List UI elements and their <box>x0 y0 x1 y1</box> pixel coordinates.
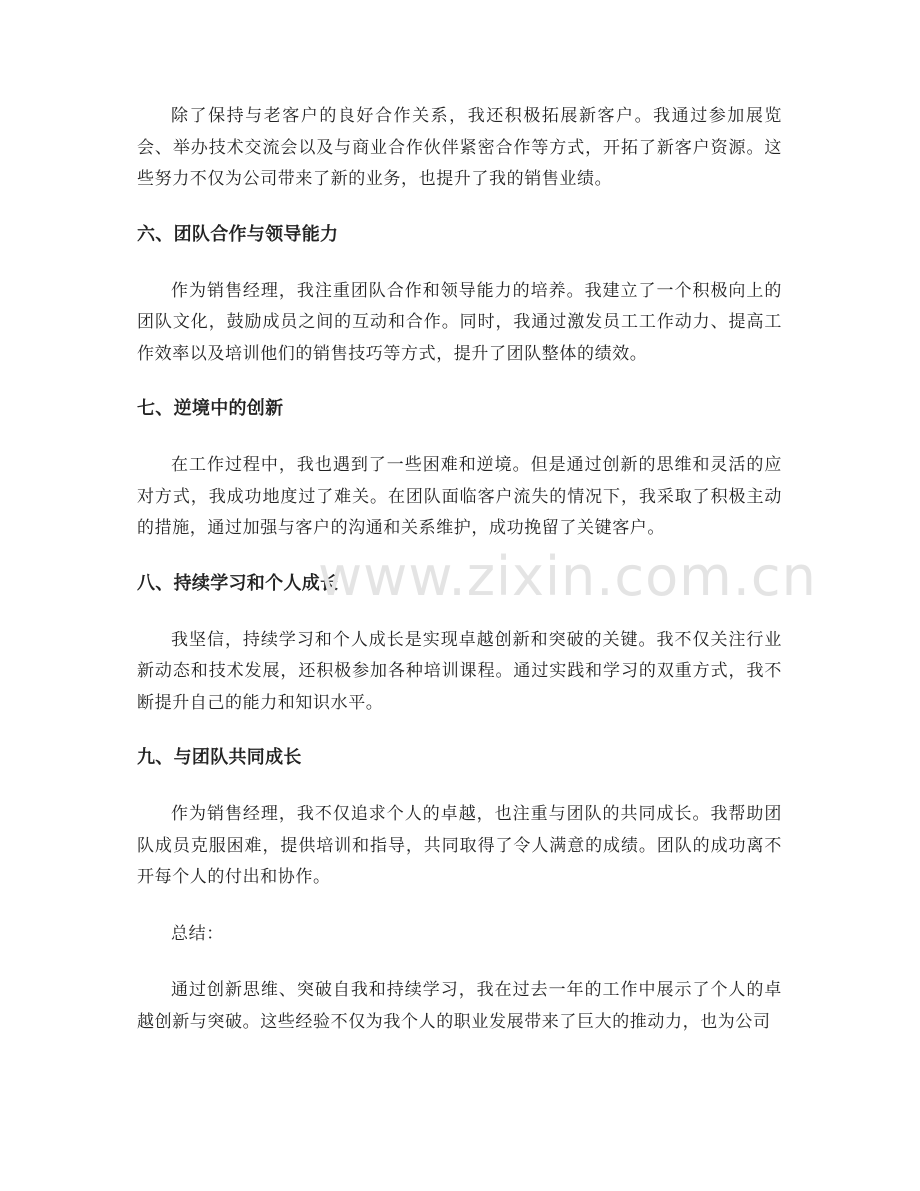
watermark: www.zixin.com.cn <box>318 545 817 608</box>
paragraph-summary: 通过创新思维、突破自我和持续学习，我在过去一年的工作中展示了个人的卓越创新与突破。这些经验不仅为我个人的职业发展带来了巨大的推动力，也为公司 <box>137 980 782 1032</box>
summary-label: 总结： <box>171 923 224 944</box>
paragraph-adversity: 在工作过程中，我也遇到了一些困难和逆境。但是通过创新的思维和灵活的应对方式，我成功地度过了难关。在团队面临客户流失的情况下，我采取了积极主动的措施，通过加强与客户的沟通和关系维护，成功挽留了关键客户。 <box>137 455 782 538</box>
paragraph-team-growth: 作为销售经理，我不仅追求个人的卓越，也注重与团队的共同成长。我帮助团队成员克服困难，提供培训和指导，共同取得了令人满意的成绩。团队的成功离不开每个人的付出和协作。 <box>137 804 782 887</box>
section-heading-8: 八、持续学习和个人成长 <box>137 572 339 594</box>
paragraph-learning: 我坚信，持续学习和个人成长是实现卓越创新和突破的关键。我不仅关注行业新动态和技术发展，还积极参加各种培训课程。通过实践和学习的双重方式，我不断提升自己的能力和知识水平。 <box>137 629 782 713</box>
paragraph-new-clients: 除了保持与老客户的良好合作关系，我还积极拓展新客户。我通过参加展览会、举办技术交流会以及与商业合作伙伴紧密合作等方式，开拓了新客户资源。这些努力不仅为公司带来了新的业务，也提升了我的销售业绩。 <box>137 106 782 189</box>
section-heading-7: 七、逆境中的创新 <box>137 398 284 419</box>
section-heading-6: 六、团队合作与领导能力 <box>137 223 339 245</box>
paragraph-teamwork: 作为销售经理，我注重团队合作和领导能力的培养。我建立了一个积极向上的团队文化，鼓励成员之间的互动和合作。同时，我通过激发员工工作动力、提高工作效率以及培训他们的销售技巧等方式，提升了团队整体的绩效。 <box>137 280 782 364</box>
section-heading-9: 九、与团队共同成长 <box>137 747 302 768</box>
